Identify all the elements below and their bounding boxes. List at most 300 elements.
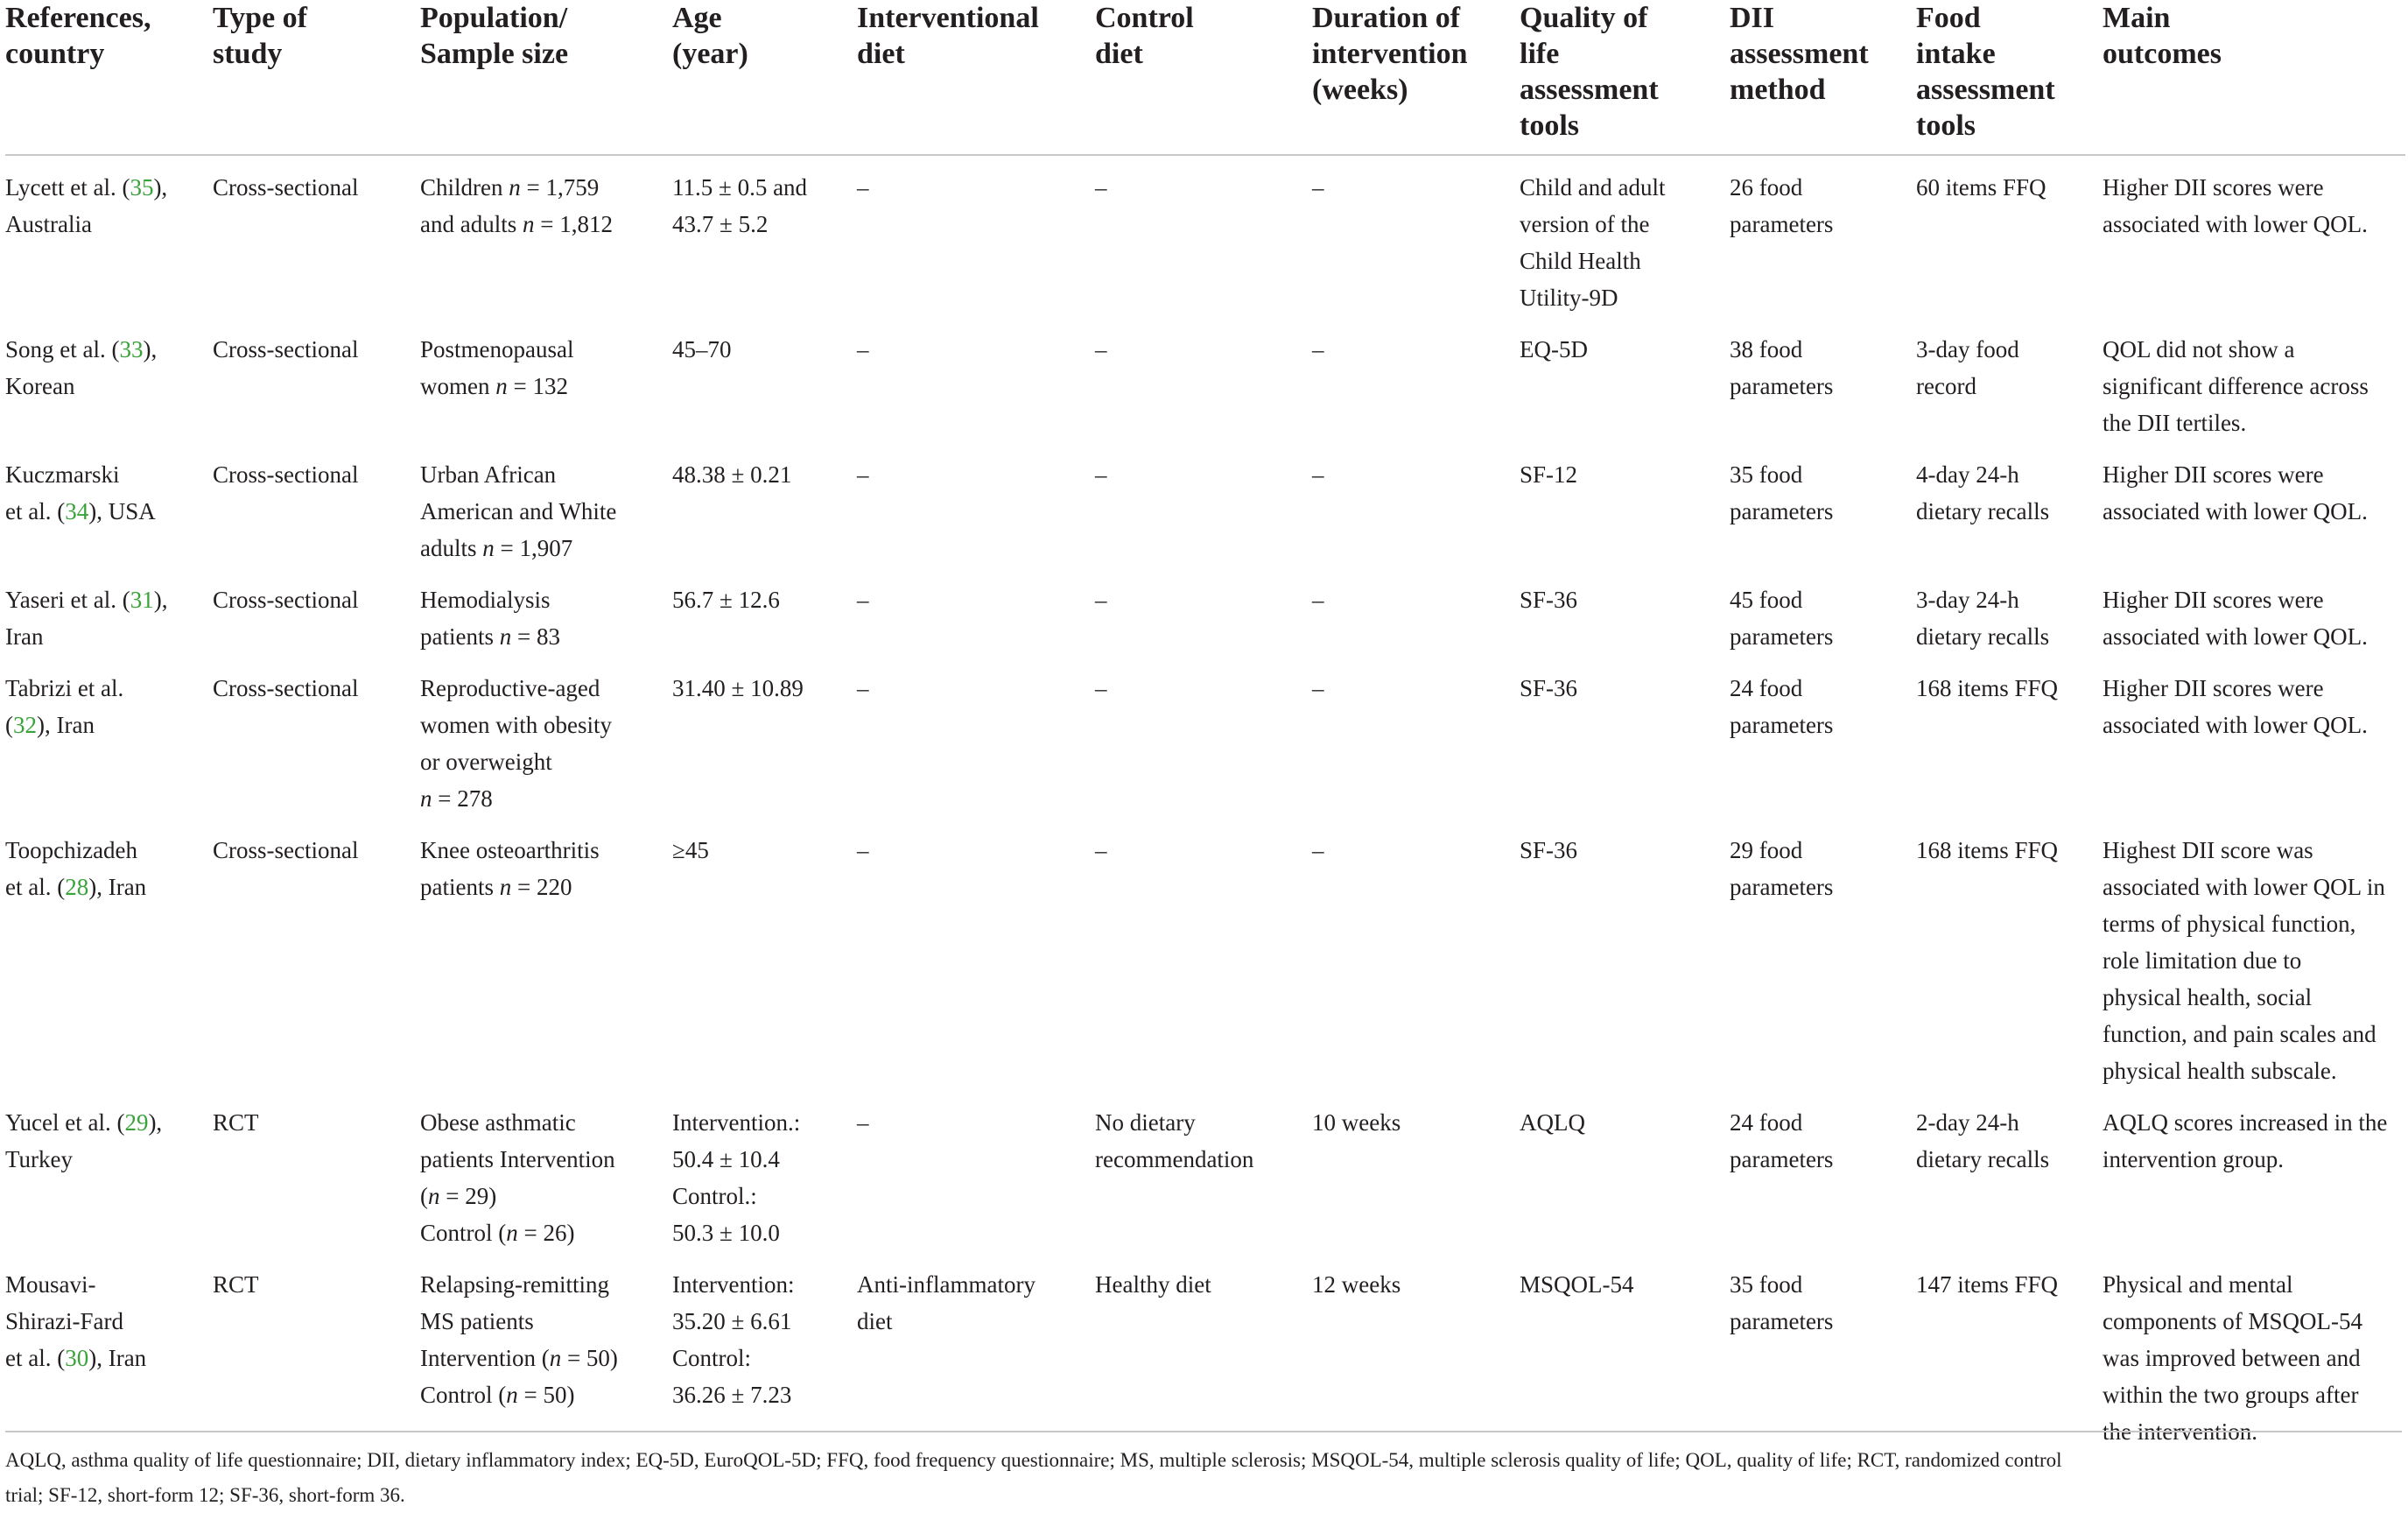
- header-line: study: [213, 38, 283, 70]
- cell-line: [5, 368, 206, 405]
- cell-line: [1916, 331, 2096, 368]
- cell-text: 12 weeks: [1312, 1271, 1401, 1298]
- cell-text: SF-36: [1520, 837, 1578, 863]
- cell-text: within the two groups after: [2103, 1382, 2359, 1408]
- header-line: tools: [1520, 109, 1579, 142]
- cell-text: AQLQ: [1520, 1109, 1585, 1136]
- cell-line: [2103, 832, 2398, 869]
- duration-cell: [1312, 819, 1520, 1091]
- cell-text: Higher DII scores were: [2103, 461, 2324, 488]
- header-line: outcomes: [2103, 38, 2222, 70]
- cell-line: [420, 1178, 665, 1214]
- cell-line: [5, 206, 206, 243]
- citation-link[interactable]: 29: [124, 1109, 149, 1136]
- cell-text: Intervention:: [672, 1271, 795, 1298]
- cell-line: [1520, 169, 1723, 206]
- cell-text: –: [1095, 461, 1107, 488]
- italic-symbol: n: [506, 1382, 518, 1408]
- cell-line: [2103, 405, 2398, 441]
- control-diet-cell: [1095, 1253, 1312, 1460]
- citation-link[interactable]: 33: [119, 336, 144, 362]
- cell-line: [1730, 1303, 1909, 1340]
- cell-line: [672, 456, 850, 493]
- header-line: diet: [1095, 38, 1143, 70]
- cell-text: Intervention.:: [672, 1109, 801, 1136]
- cell-line: [1520, 1104, 1723, 1141]
- cell-text: SF-12: [1520, 461, 1578, 488]
- table-header-row: [5, 0, 2405, 155]
- cell-text: –: [1095, 675, 1107, 701]
- italic-symbol: n: [522, 211, 535, 237]
- citation-link[interactable]: 30: [65, 1345, 89, 1371]
- cell-text: Knee osteoarthritis: [420, 837, 600, 863]
- reference-cell: [5, 568, 213, 657]
- cell-text: ),: [153, 587, 168, 613]
- citation-link[interactable]: 34: [65, 498, 89, 524]
- header-duration: [1312, 0, 1520, 155]
- cell-text: patients: [420, 874, 500, 900]
- cell-line: [1730, 1266, 1909, 1303]
- cell-text: –: [857, 675, 869, 701]
- cell-line: [857, 670, 1088, 707]
- cell-line: [2103, 581, 2398, 618]
- cell-line: [857, 169, 1088, 206]
- cell-line: [1916, 368, 2096, 405]
- cell-text: dietary recalls: [1916, 623, 2050, 650]
- cell-line: [1916, 1266, 2096, 1303]
- header-line: Duration of: [1312, 2, 1461, 34]
- cell-text: = 132: [507, 373, 568, 399]
- cell-line: [5, 1266, 206, 1303]
- outcome-cell: [2103, 568, 2405, 657]
- cell-line: [420, 618, 665, 655]
- cell-text: Higher DII scores were: [2103, 675, 2324, 701]
- cell-text: associated with lower QOL in: [2103, 874, 2385, 900]
- citation-link[interactable]: 28: [65, 874, 89, 900]
- cell-text: SF-36: [1520, 587, 1578, 613]
- cell-text: intervention group.: [2103, 1146, 2284, 1172]
- cell-text: = 50): [517, 1382, 575, 1408]
- cell-line: [1730, 618, 1909, 655]
- cell-line: [420, 456, 665, 493]
- study-type-cell: [213, 568, 420, 657]
- cell-text: 50.4 ± 10.4: [672, 1146, 780, 1172]
- cell-text: 45–70: [672, 336, 732, 362]
- cell-line: [1312, 331, 1513, 368]
- outcome-cell: [2103, 1091, 2405, 1253]
- cell-text: 3-day 24-h: [1916, 587, 2019, 613]
- header-line: Main: [2103, 2, 2171, 34]
- cell-line: [2103, 942, 2398, 979]
- outcome-cell: [2103, 657, 2405, 819]
- cell-text: adults: [420, 535, 483, 561]
- cell-text: 45 food: [1730, 587, 1803, 613]
- dii-method-cell: [1730, 568, 1916, 657]
- italic-symbol: n: [495, 373, 508, 399]
- interventional-diet-cell: [857, 318, 1095, 443]
- dii-method-cell: [1730, 819, 1916, 1091]
- header-lines: [1730, 0, 1911, 108]
- cell-text: Utility-9D: [1520, 285, 1618, 311]
- cell-line: [1312, 1104, 1513, 1141]
- header-line: life: [1520, 38, 1560, 70]
- cell-line: [1730, 368, 1909, 405]
- duration-cell: [1312, 1253, 1520, 1460]
- cell-text: Iran: [5, 623, 44, 650]
- cell-line: [420, 1303, 665, 1340]
- cell-line: [1095, 1141, 1305, 1178]
- age-cell: [672, 1091, 857, 1253]
- cell-text: 48.38 ± 0.21: [672, 461, 792, 488]
- interventional-diet-cell: [857, 155, 1095, 318]
- cell-line: [5, 456, 206, 493]
- cell-text: patients: [420, 623, 500, 650]
- header-lines: [1095, 0, 1307, 72]
- header-references: [5, 0, 213, 155]
- italic-symbol: n: [428, 1183, 440, 1209]
- cell-text: and adults: [420, 211, 523, 237]
- cell-line: [857, 331, 1088, 368]
- cell-line: [672, 1214, 850, 1251]
- header-lines: [672, 0, 852, 72]
- cell-text: = 50): [561, 1345, 618, 1371]
- cell-line: [1312, 169, 1513, 206]
- cell-text: RCT: [213, 1109, 259, 1136]
- header-lines: [857, 0, 1090, 72]
- cell-text: = 29): [439, 1183, 497, 1209]
- cell-text: MS patients: [420, 1308, 534, 1334]
- cell-line: [420, 1376, 665, 1413]
- cell-line: [1730, 1141, 1909, 1178]
- cell-line: [213, 331, 413, 368]
- cell-line: [5, 869, 206, 905]
- cell-line: [1312, 581, 1513, 618]
- cell-text: Higher DII scores were: [2103, 587, 2324, 613]
- cell-text: Cross-sectional: [213, 587, 359, 613]
- cell-line: [1730, 832, 1909, 869]
- header-line: Population/: [420, 2, 568, 34]
- cell-line: [857, 1266, 1088, 1303]
- cell-line: [672, 1266, 850, 1303]
- italic-symbol: n: [549, 1345, 562, 1371]
- header-lines: [420, 0, 667, 72]
- cell-text: Lycett et al. (: [5, 174, 130, 201]
- cell-text: function, and pain scales and: [2103, 1021, 2376, 1047]
- cell-line: [1916, 1104, 2096, 1141]
- citation-link[interactable]: 35: [130, 174, 154, 201]
- outcome-cell: [2103, 819, 2405, 1091]
- population-cell: [420, 318, 672, 443]
- cell-line: [420, 331, 665, 368]
- cell-line: [672, 670, 850, 707]
- duration-cell: [1312, 657, 1520, 819]
- cell-line: [2103, 1266, 2398, 1303]
- cell-line: [213, 581, 413, 618]
- cell-line: [1520, 456, 1723, 493]
- cell-line: [1916, 169, 2096, 206]
- cell-line: [1730, 493, 1909, 530]
- cell-line: [2103, 206, 2398, 243]
- cell-text: significant difference across: [2103, 373, 2369, 399]
- cell-line: [1312, 670, 1513, 707]
- header-food-intake-tools: [1916, 0, 2103, 155]
- cell-text: 29 food: [1730, 837, 1803, 863]
- table-row: [5, 1253, 2405, 1460]
- cell-text: 50.3 ± 10.0: [672, 1220, 780, 1246]
- cell-text: Reproductive-aged: [420, 675, 600, 701]
- cell-text: Cross-sectional: [213, 461, 359, 488]
- header-population: [420, 0, 672, 155]
- cell-text: parameters: [1730, 874, 1834, 900]
- interventional-diet-cell: [857, 1253, 1095, 1460]
- control-diet-cell: [1095, 1091, 1312, 1253]
- cell-text: –: [857, 837, 869, 863]
- cell-line: [1730, 456, 1909, 493]
- cell-text: Song et al. (: [5, 336, 120, 362]
- cell-line: [2103, 1016, 2398, 1052]
- qol-tool-cell: [1520, 443, 1730, 568]
- cell-line: [420, 670, 665, 707]
- cell-line: [5, 1141, 206, 1178]
- italic-symbol: n: [499, 874, 512, 900]
- cell-text: women with obesity: [420, 712, 612, 738]
- cell-text: 3-day food: [1916, 336, 2019, 362]
- cell-text: Higher DII scores were: [2103, 174, 2324, 201]
- cell-text: –: [857, 174, 869, 201]
- cell-text: et al. (: [5, 874, 66, 900]
- table-row: [5, 318, 2405, 443]
- cell-text: MSQOL-54: [1520, 1271, 1634, 1298]
- cell-line: [2103, 979, 2398, 1016]
- cell-text: Australia: [5, 211, 92, 237]
- cell-line: [672, 1141, 850, 1178]
- cell-text: 35.20 ± 6.61: [672, 1308, 792, 1334]
- cell-text: Cross-sectional: [213, 336, 359, 362]
- table-footnote: [5, 1431, 2402, 1513]
- cell-line: [2103, 169, 2398, 206]
- cell-line: [420, 1104, 665, 1141]
- cell-line: [1312, 1266, 1513, 1303]
- cell-text: Control:: [672, 1345, 752, 1371]
- cell-line: [5, 832, 206, 869]
- cell-text: record: [1916, 373, 1976, 399]
- cell-line: [672, 581, 850, 618]
- food-tool-cell: [1916, 568, 2103, 657]
- control-diet-cell: [1095, 155, 1312, 318]
- citation-link[interactable]: 31: [130, 587, 154, 613]
- cell-text: physical health subscale.: [2103, 1058, 2337, 1084]
- cell-text: 36.26 ± 7.23: [672, 1382, 792, 1408]
- cell-line: [1095, 832, 1305, 869]
- cell-line: [1520, 206, 1723, 243]
- cell-text: Turkey: [5, 1146, 74, 1172]
- cell-line: [672, 1178, 850, 1214]
- cell-line: [1520, 243, 1723, 279]
- cell-text: Children: [420, 174, 509, 201]
- header-line: Interventional: [857, 2, 1039, 34]
- cell-line: [1095, 1104, 1305, 1141]
- cell-line: [1916, 618, 2096, 655]
- cell-line: [1520, 581, 1723, 618]
- dii-method-cell: [1730, 318, 1916, 443]
- cell-text: 43.7 ± 5.2: [672, 211, 769, 237]
- cell-line: [1730, 1104, 1909, 1141]
- cell-line: [213, 1266, 413, 1303]
- dii-method-cell: [1730, 1253, 1916, 1460]
- cell-text: Relapsing-remitting: [420, 1271, 609, 1298]
- cell-text: parameters: [1730, 498, 1834, 524]
- cell-text: –: [1312, 587, 1324, 613]
- age-cell: [672, 1253, 857, 1460]
- cell-line: [5, 618, 206, 655]
- cell-line: [1730, 670, 1909, 707]
- cell-line: [857, 581, 1088, 618]
- cell-line: [2103, 368, 2398, 405]
- cell-text: = 1,812: [534, 211, 613, 237]
- duration-cell: [1312, 318, 1520, 443]
- cell-text: –: [1312, 336, 1324, 362]
- cell-text: SF-36: [1520, 675, 1578, 701]
- cell-text: 35 food: [1730, 1271, 1803, 1298]
- cell-text: components of MSQOL-54: [2103, 1308, 2362, 1334]
- cell-line: [1730, 581, 1909, 618]
- cell-line: [2103, 1340, 2398, 1376]
- header-line: Sample size: [420, 38, 569, 70]
- header-age: [672, 0, 857, 155]
- cell-line: [1730, 169, 1909, 206]
- cell-text: Healthy diet: [1095, 1271, 1211, 1298]
- header-line: References,: [5, 2, 151, 34]
- cell-text: Intervention (: [420, 1345, 550, 1371]
- cell-line: [672, 1340, 850, 1376]
- cell-line: [1095, 1266, 1305, 1303]
- cell-text: patients Intervention: [420, 1146, 615, 1172]
- table-row: [5, 443, 2405, 568]
- cell-text: the DII tertiles.: [2103, 410, 2247, 436]
- cell-text: dietary recalls: [1916, 498, 2050, 524]
- cell-text: –: [857, 587, 869, 613]
- cell-text: No dietary: [1095, 1109, 1196, 1136]
- italic-symbol: n: [506, 1220, 518, 1246]
- cell-text: Yaseri et al. (: [5, 587, 130, 613]
- cell-line: [420, 581, 665, 618]
- interventional-diet-cell: [857, 1091, 1095, 1253]
- cell-line: [672, 169, 850, 206]
- outcome-cell: [2103, 443, 2405, 568]
- cell-text: Yucel et al. (: [5, 1109, 125, 1136]
- cell-text: = 26): [517, 1220, 575, 1246]
- cell-line: [1916, 456, 2096, 493]
- cell-line: [1730, 869, 1909, 905]
- cell-text: Control.:: [672, 1183, 757, 1209]
- studies-table: [5, 0, 2405, 1460]
- header-lines: [2103, 0, 2400, 72]
- cell-line: [420, 707, 665, 743]
- age-cell: [672, 819, 857, 1091]
- cell-text: = 278: [432, 785, 493, 812]
- cell-text: 60 items FFQ: [1916, 174, 2046, 201]
- population-cell: [420, 1253, 672, 1460]
- header-line: country: [5, 38, 105, 70]
- header-interventional-diet: [857, 0, 1095, 155]
- cell-line: [2103, 1141, 2398, 1178]
- header-line: Food: [1916, 2, 1981, 34]
- control-diet-cell: [1095, 443, 1312, 568]
- cell-text: ), Iran: [88, 1345, 147, 1371]
- cell-text: 168 items FFQ: [1916, 837, 2059, 863]
- cell-line: [420, 1340, 665, 1376]
- header-lines: [1520, 0, 1724, 144]
- cell-line: [1095, 169, 1305, 206]
- header-line: Type of: [213, 2, 307, 34]
- qol-tool-cell: [1520, 657, 1730, 819]
- cell-text: Cross-sectional: [213, 174, 359, 201]
- cell-text: Hemodialysis: [420, 587, 551, 613]
- cell-text: 4-day 24-h: [1916, 461, 2019, 488]
- cell-text: Cross-sectional: [213, 837, 359, 863]
- cell-line: [1520, 832, 1723, 869]
- cell-text: –: [857, 1109, 869, 1136]
- italic-symbol: n: [509, 174, 521, 201]
- cell-text: ),: [153, 174, 168, 201]
- cell-line: [857, 1104, 1088, 1141]
- header-line: (weeks): [1312, 74, 1408, 106]
- cell-text: American and White: [420, 498, 617, 524]
- cell-text: 2-day 24-h: [1916, 1109, 2019, 1136]
- study-type-cell: [213, 1253, 420, 1460]
- cell-text: ), USA: [88, 498, 156, 524]
- age-cell: [672, 155, 857, 318]
- cell-text: Obese asthmatic: [420, 1109, 576, 1136]
- population-cell: [420, 1091, 672, 1253]
- population-cell: [420, 657, 672, 819]
- cell-line: [5, 670, 206, 707]
- cell-line: [2103, 1376, 2398, 1413]
- cell-line: [1095, 456, 1305, 493]
- cell-text: (: [5, 712, 13, 738]
- cell-text: Child and adult: [1520, 174, 1666, 201]
- header-dii-method: [1730, 0, 1916, 155]
- cell-text: Physical and mental: [2103, 1271, 2293, 1298]
- header-line: Age: [672, 2, 722, 34]
- footnote-line: AQLQ, asthma quality of life questionnaire; DII, dietary inflammatory index; EQ-5D, EuroQOL-5D; FFQ, food frequency questionnaire; MS, multiple sclerosis; MSQOL-54, multiple sclerosis quality of life; QOL, quality of life; RCT, randomized control: [5, 1449, 2062, 1471]
- table-row: [5, 1091, 2405, 1253]
- interventional-diet-cell: [857, 819, 1095, 1091]
- cell-text: Toopchizadeh: [5, 837, 138, 863]
- header-line: diet: [857, 38, 905, 70]
- cell-line: [672, 832, 850, 869]
- cell-text: –: [1312, 837, 1324, 863]
- header-line: intake: [1916, 38, 1996, 70]
- dii-method-cell: [1730, 443, 1916, 568]
- cell-text: AQLQ scores increased in the: [2103, 1109, 2388, 1136]
- food-tool-cell: [1916, 318, 2103, 443]
- study-type-cell: [213, 318, 420, 443]
- cell-text: associated with lower QOL.: [2103, 211, 2368, 237]
- table-body: [5, 155, 2405, 1460]
- cell-text: 38 food: [1730, 336, 1803, 362]
- cell-line: [2103, 456, 2398, 493]
- qol-tool-cell: [1520, 155, 1730, 318]
- cell-text: parameters: [1730, 211, 1834, 237]
- cell-text: et al. (: [5, 498, 66, 524]
- cell-text: EQ-5D: [1520, 336, 1588, 362]
- cell-line: [420, 1214, 665, 1251]
- cell-text: 56.7 ± 12.6: [672, 587, 780, 613]
- citation-link[interactable]: 32: [13, 712, 37, 738]
- reference-cell: [5, 1091, 213, 1253]
- cell-line: [5, 1104, 206, 1141]
